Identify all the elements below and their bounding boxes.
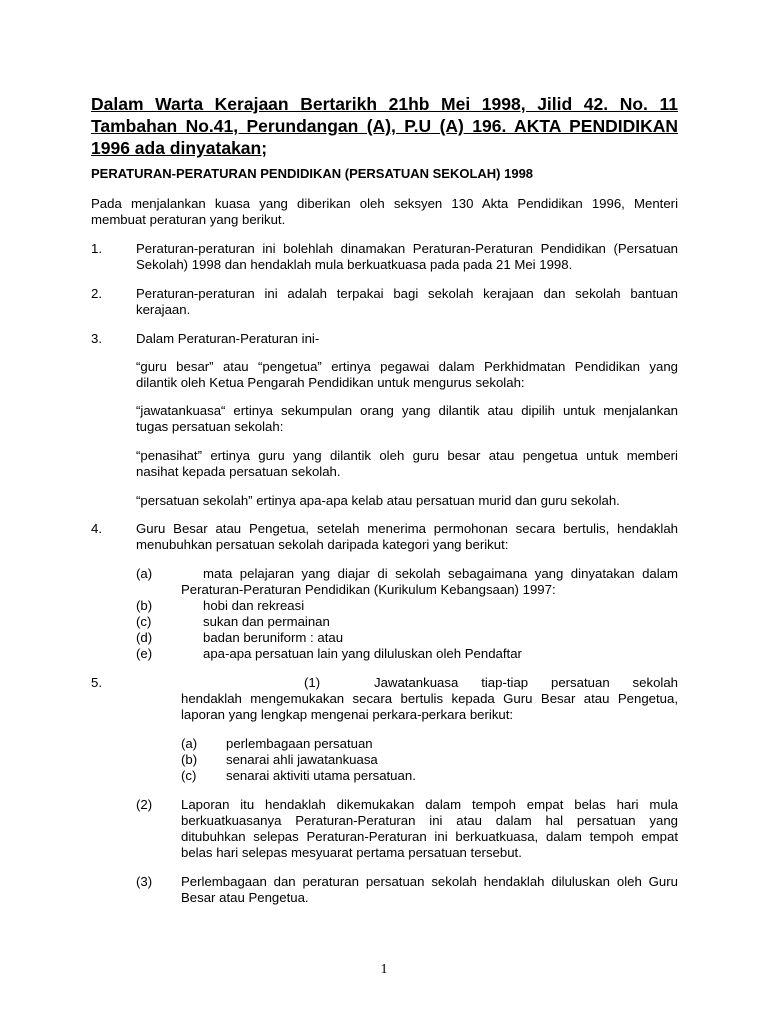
list-item-label: (b): [181, 752, 198, 767]
subsection-2-label: (2): [136, 797, 153, 812]
list-item-text: sukan dan permainan: [203, 614, 330, 629]
subsection-2-line-2: berkuatkuasanya Peraturan-Peraturan ini atau dalam hal persatuan yang: [181, 813, 678, 828]
section-2-line-1: Peraturan-peraturan ini adalah terpakai bagi sekolah kerajaan dan sekolah bantuan: [136, 286, 678, 301]
list-item-text: perlembagaan persatuan: [226, 736, 373, 751]
subsection-3-line-1: Perlembagaan dan peraturan persatuan sekolah hendaklah diluluskan oleh Guru: [181, 874, 678, 889]
page-number: 1: [380, 962, 388, 977]
section-3-line-1: Dalam Peraturan-Peraturan ini-: [136, 331, 320, 346]
definition-guru-besar-line-2: dilantik oleh Ketua Pengarah Pendidikan untuk mengurus sekolah:: [136, 375, 525, 390]
intro-line-2: membuat peraturan yang berikut.: [91, 212, 286, 227]
section-2-number: 2.: [91, 286, 102, 301]
list-item-label: (a): [136, 566, 153, 581]
section-4-line-2: menubuhkan persatuan sekolah daripada kategori yang berikut:: [136, 537, 509, 552]
list-item-text-continued: Peraturan-Peraturan Pendidikan (Kurikulum Kebangsaan) 1997:: [181, 582, 556, 597]
section-5-line-2: hendaklah mengemukakan secara bertulis kepada Guru Besar atau Pengetua,: [181, 691, 678, 706]
list-item-label: (b): [136, 598, 153, 613]
list-item-label: (c): [136, 614, 152, 629]
list-item-text: senarai ahli jawatankuasa: [226, 752, 378, 767]
definition-jawatankuasa-line-1: “jawatankuasa“ ertinya sekumpulan orang yang dilantik atau dipilih untuk menjalankan: [136, 403, 678, 418]
subsection-2-line-3: ditubuhkan selepas Peraturan-Peraturan ini berkuatkuasa, dalam tempoh empat: [181, 829, 678, 844]
list-item-text: mata pelajaran yang diajar di sekolah sebagaimana yang dinyatakan dalam: [203, 566, 678, 581]
definition-penasihat-line-2: nasihat kepada persatuan sekolah.: [136, 464, 341, 479]
list-item-label: (c): [181, 768, 197, 783]
intro-line-1: Pada menjalankan kuasa yang diberikan oleh seksyen 130 Akta Pendidikan 1996, Menteri: [91, 196, 678, 211]
definition-guru-besar-line-1: “guru besar” atau “pengetua” ertinya pegawai dalam Perkhidmatan Pendidikan yang: [136, 359, 678, 374]
list-item-label: (e): [136, 646, 153, 661]
section-3-number: 3.: [91, 331, 102, 346]
section-1-line-1: Peraturan-peraturan ini bolehlah dinamakan Peraturan-Peraturan Pendidikan (Persatuan: [136, 241, 678, 256]
definition-persatuan-sekolah: “persatuan sekolah” ertinya apa-apa kelab atau persatuan murid dan guru sekolah.: [136, 493, 620, 508]
list-item-text: hobi dan rekreasi: [203, 598, 305, 613]
section-5-line-3: laporan yang lengkap mengenai perkara-perkara berikut:: [181, 707, 514, 722]
section-2-line-2: kerajaan.: [136, 302, 191, 317]
definition-penasihat-line-1: “penasihat” ertinya guru yang dilantik oleh guru besar atau pengetua untuk memberi: [136, 448, 678, 463]
subsection-2-line-1: Laporan itu hendaklah dikemukakan dalam tempoh empat belas hari mula: [181, 797, 678, 812]
section-5-number: 5.: [91, 675, 102, 690]
subsection-3-label: (3): [136, 874, 153, 889]
section-1-number: 1.: [91, 241, 102, 256]
heading-line-2: Tambahan No.41, Perundangan (A), P.U (A) 196. AKTA PENDIDIKAN: [91, 116, 678, 136]
subsection-3-line-2: Besar atau Pengetua.: [181, 890, 309, 905]
regulation-title: PERATURAN-PERATURAN PENDIDIKAN (PERSATUAN SEKOLAH) 1998: [91, 166, 534, 181]
section-4-line-1: Guru Besar atau Pengetua, setelah menerima permohonan secara bertulis, hendaklah: [136, 521, 678, 536]
heading-line-1: Dalam Warta Kerajaan Bertarikh 21hb Mei 1998, Jilid 42. No. 11: [91, 94, 678, 114]
list-item-label: (a): [181, 736, 198, 751]
list-item-text: badan beruniform : atau: [203, 630, 344, 645]
definition-jawatankuasa-line-2: tugas persatuan sekolah:: [136, 419, 284, 434]
list-item-text: apa-apa persatuan lain yang diluluskan oleh Pendaftar: [203, 646, 522, 661]
list-item-label: (d): [136, 630, 153, 645]
subsection-2-line-4: belas hari selepas mesyuarat pertama persatuan tersebut.: [181, 845, 522, 860]
section-4-number: 4.: [91, 521, 102, 536]
subsection-1-label: (1): [304, 675, 321, 690]
heading-line-3: 1996 ada dinyatakan;: [91, 138, 268, 158]
list-item-text: senarai aktiviti utama persatuan.: [226, 768, 416, 783]
section-1-line-2: Sekolah) 1998 dan hendaklah mula berkuatkuasa pada pada 21 Mei 1998.: [136, 257, 573, 272]
section-5-line-1: Jawatankuasa tiap-tiap persatuan sekolah: [374, 675, 678, 690]
